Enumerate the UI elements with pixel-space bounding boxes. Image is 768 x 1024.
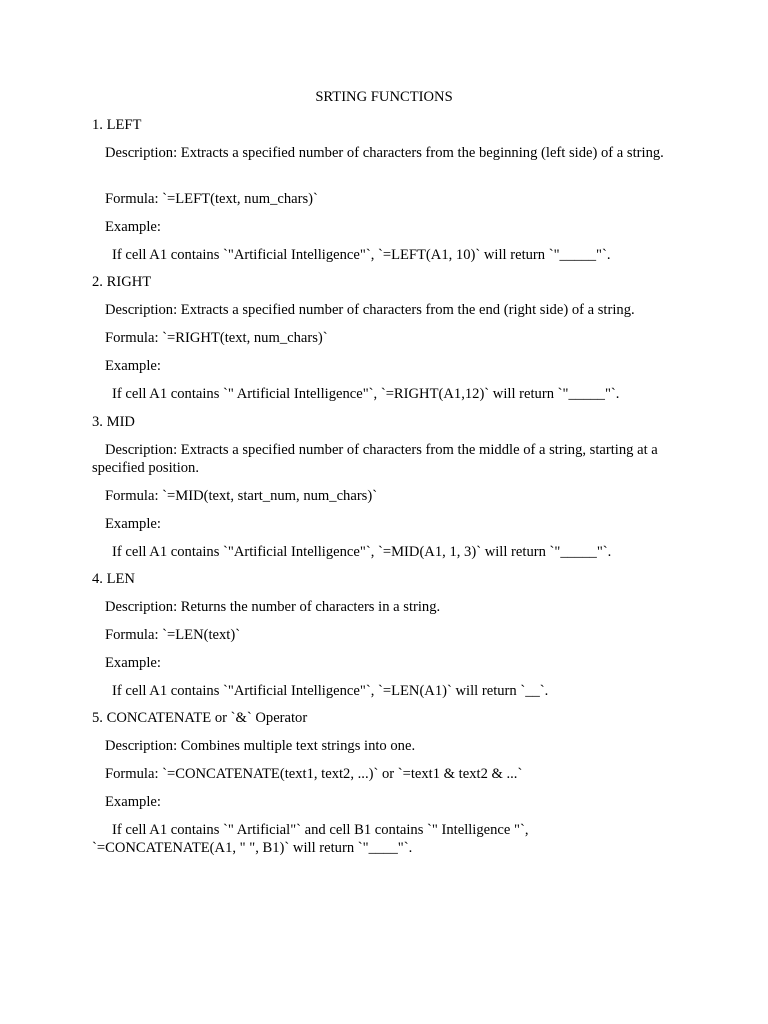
section-example-label-concatenate: Example: bbox=[105, 794, 161, 810]
section-example-label-left: Example: bbox=[105, 219, 161, 235]
section-example-mid: If cell A1 contains `"Artificial Intelligence"`, `=MID(A1, 1, 3)` will return `"_____"`. bbox=[112, 544, 612, 560]
section-example-label-right: Example: bbox=[105, 358, 161, 374]
section-description-concatenate: Description: Combines multiple text strings into one. bbox=[105, 738, 416, 754]
section-formula-mid: Formula: `=MID(text, start_num, num_chars)` bbox=[105, 488, 378, 504]
section-formula-right: Formula: `=RIGHT(text, num_chars)` bbox=[105, 330, 328, 346]
section-description-left: Description: Extracts a specified number of characters from the beginning (left side) of a string. bbox=[105, 145, 664, 161]
section-formula-len: Formula: `=LEN(text)` bbox=[105, 627, 241, 643]
section-example-label-len: Example: bbox=[105, 655, 161, 671]
section-example-concatenate: If cell A1 contains `" Artificial"` and cell B1 contains `" Intelligence "`, `=CONCATENATE(A1, " ", B1)` will return `"____"`. bbox=[92, 822, 529, 856]
section-heading-left: 1. LEFT bbox=[92, 117, 142, 133]
section-description-len: Description: Returns the number of characters in a string. bbox=[105, 599, 441, 615]
section-example-left: If cell A1 contains `"Artificial Intelligence"`, `=LEFT(A1, 10)` will return `"_____"`. bbox=[112, 247, 611, 263]
section-example-right: If cell A1 contains `" Artificial Intelligence"`, `=RIGHT(A1,12)` will return `"_____"`. bbox=[112, 386, 620, 402]
section-heading-len: 4. LEN bbox=[92, 571, 135, 587]
page-title: SRTING FUNCTIONS bbox=[315, 89, 453, 105]
section-example-len: If cell A1 contains `"Artificial Intelligence"`, `=LEN(A1)` will return `__`. bbox=[112, 683, 549, 699]
section-example-label-mid: Example: bbox=[105, 516, 161, 532]
section-formula-concatenate: Formula: `=CONCATENATE(text1, text2, ...)` or `=text1 & text2 & ...` bbox=[105, 766, 523, 782]
section-heading-right: 2. RIGHT bbox=[92, 274, 152, 290]
section-heading-mid: 3. MID bbox=[92, 414, 135, 430]
section-formula-left: Formula: `=LEFT(text, num_chars)` bbox=[105, 191, 318, 207]
section-description-right: Description: Extracts a specified number of characters from the end (right side) of a string. bbox=[105, 302, 635, 318]
section-description-mid: Description: Extracts a specified number of characters from the middle of a string, starting at a specified position. bbox=[92, 442, 658, 476]
section-heading-concatenate: 5. CONCATENATE or `&` Operator bbox=[92, 710, 308, 726]
